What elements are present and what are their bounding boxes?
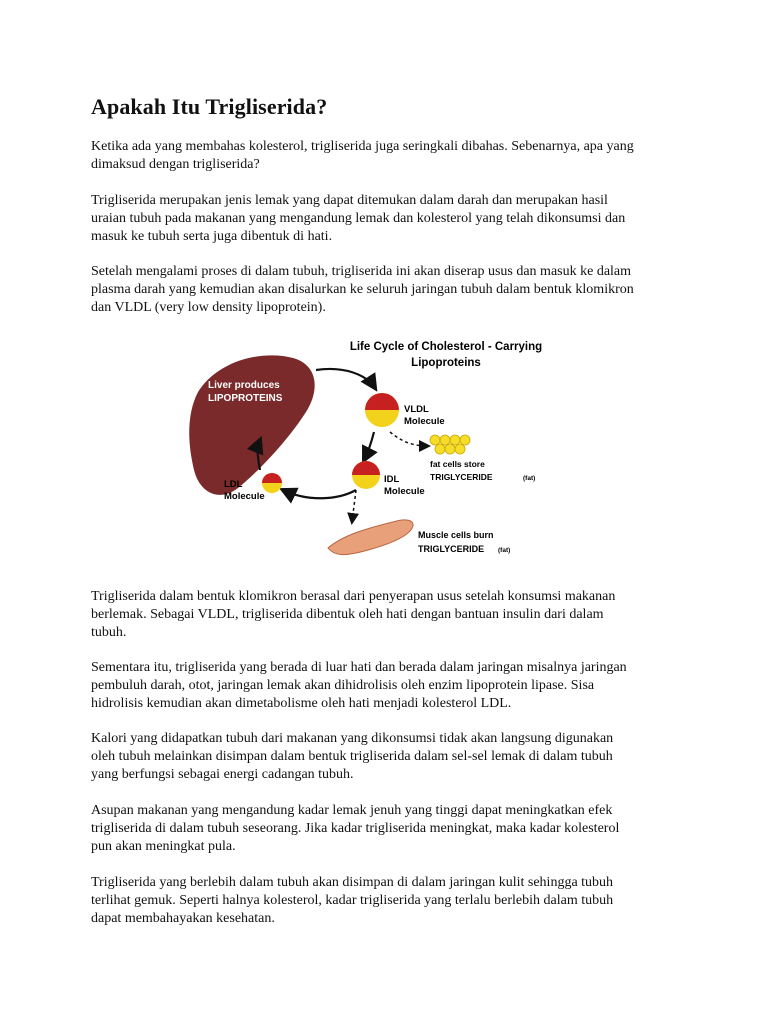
- arrow-idl-to-ldl: [283, 490, 356, 498]
- paragraph-line: pembuluh darah, otot, jaringan lemak akan dihidrolisis oleh enzim lipoprotein lipase. Sisa: [91, 678, 595, 693]
- liver-label-line1: Liver produces: [208, 380, 280, 391]
- paragraph-line: dimaksud dengan trigliserida?: [91, 157, 260, 172]
- paragraph-line: Ketika ada yang membahas kolesterol, trigliserida juga seringkali dibahas. Sebenarnya, apa yang: [91, 139, 634, 154]
- arrow-vldl-to-idl: [364, 432, 374, 460]
- fat-cells-icon: [430, 435, 470, 454]
- paragraph-8: [91, 874, 691, 928]
- paragraph-line: terlihat gemuk. Seperti halnya kolesterol, kadar trigliserida yang terlalu berlebih dalam tubuh: [91, 893, 614, 908]
- muscle-label-line1: Muscle cells burn: [418, 530, 494, 540]
- paragraph-line: masuk ke tubuh serta juga dibentuk di hati.: [91, 229, 333, 244]
- arrow-to-fat-cells: [390, 432, 428, 446]
- fat-label-line1: fat cells store: [430, 459, 485, 469]
- paragraph-line: oleh tubuh melainkan disimpan dalam bentuk trigliserida dalam sel-sel lemak di dalam tubuh: [91, 749, 613, 764]
- paragraph-line: Sementara itu, trigliserida yang berada di luar hati dan berada dalam jaringan misalnya jaringan: [91, 660, 627, 675]
- cholesterol-lifecycle-diagram: [178, 330, 558, 566]
- vldl-molecule-icon: [365, 393, 399, 427]
- ldl-molecule-icon: [262, 473, 282, 493]
- paragraph-line: pun akan meningkat pula.: [91, 839, 236, 854]
- muscle-cell-icon: [328, 520, 413, 555]
- paragraph-1: [91, 138, 691, 174]
- paragraph-line: Setelah mengalami proses di dalam tubuh, trigliserida ini akan diserap usus dan masuk ke dalam: [91, 264, 632, 279]
- arrow-liver-to-vldl: [316, 369, 375, 388]
- paragraph-line: dan VLDL (very low density lipoprotein).: [91, 300, 326, 315]
- page-title: Apakah Itu Trigliserida?: [91, 94, 328, 119]
- liver-shape: [189, 355, 314, 495]
- ldl-label-line2: Molecule: [224, 491, 265, 502]
- paragraph-line: Asupan makanan yang mengandung kadar lemak jenuh yang tinggi dapat meningkatkan efek: [91, 803, 613, 818]
- idl-label-line2: Molecule: [384, 486, 425, 497]
- paragraph-line: trigliserida di dalam tubuh seseorang. Jika kadar trigliserida meningkat, maka kadar kolesterol: [91, 821, 620, 836]
- paragraph-5: [91, 659, 691, 713]
- paragraph-line: Trigliserida merupakan jenis lemak yang dapat ditemukan dalam darah dan merupakan hasil: [91, 193, 608, 208]
- liver-label-line2: LIPOPROTEINS: [208, 393, 283, 404]
- fat-label-line2: TRIGLYCERIDE: [430, 472, 493, 482]
- paragraph-2: [91, 192, 691, 246]
- fat-label-suffix: (fat): [523, 475, 536, 482]
- paragraph-line: Trigliserida dalam bentuk klomikron berasal dari penyerapan usus setelah konsumsi makanan: [91, 589, 616, 604]
- paragraph-6: [91, 730, 691, 784]
- paragraph-line: berlemak. Sebagai VLDL, trigliserida dibentuk oleh hati dengan bantuan insulin dari dalam: [91, 607, 604, 622]
- muscle-label-line2: TRIGLYCERIDE: [418, 544, 485, 554]
- diagram-title-line2: Lipoproteins: [411, 357, 481, 369]
- paragraph-line: plasma darah yang kemudian akan disalurkan ke seluruh jaringan tubuh dalam bentuk klomikron: [91, 282, 634, 297]
- paragraph-4: [91, 588, 691, 642]
- paragraph-line: Kalori yang didapatkan tubuh dari makanan yang dikonsumsi tidak akan langsung digunakan: [91, 731, 614, 746]
- ldl-label-line1: LDL: [224, 479, 243, 490]
- vldl-label-line1: VLDL: [404, 404, 429, 415]
- paragraph-line: yang berfungsi sebagai energi cadangan tubuh.: [91, 767, 354, 782]
- paragraph-line: hidrolisis kemudian akan dimetabolisme oleh hati menjadi kolesterol LDL.: [91, 696, 512, 711]
- paragraph-line: dapat membahayakan kesehatan.: [91, 911, 275, 926]
- diagram-title-line1: Life Cycle of Cholesterol - Carrying: [349, 341, 543, 353]
- paragraph-line: uraian tubuh pada makanan yang mengandung lemak dan kolesterol yang telah dikonsumsi dan: [91, 211, 626, 226]
- idl-molecule-icon: [352, 461, 380, 489]
- paragraph-3: [91, 263, 691, 317]
- paragraph-7: [91, 802, 691, 856]
- idl-label-line1: IDL: [384, 474, 400, 485]
- vldl-label-line2: Molecule: [404, 416, 445, 427]
- paragraph-line: tubuh.: [91, 625, 127, 640]
- paragraph-line: Trigliserida yang berlebih dalam tubuh akan disimpan di dalam jaringan kulit sehingga tubuh: [91, 875, 614, 890]
- muscle-label-suffix: (fat): [498, 547, 511, 554]
- arrow-to-muscle-cells: [352, 490, 356, 522]
